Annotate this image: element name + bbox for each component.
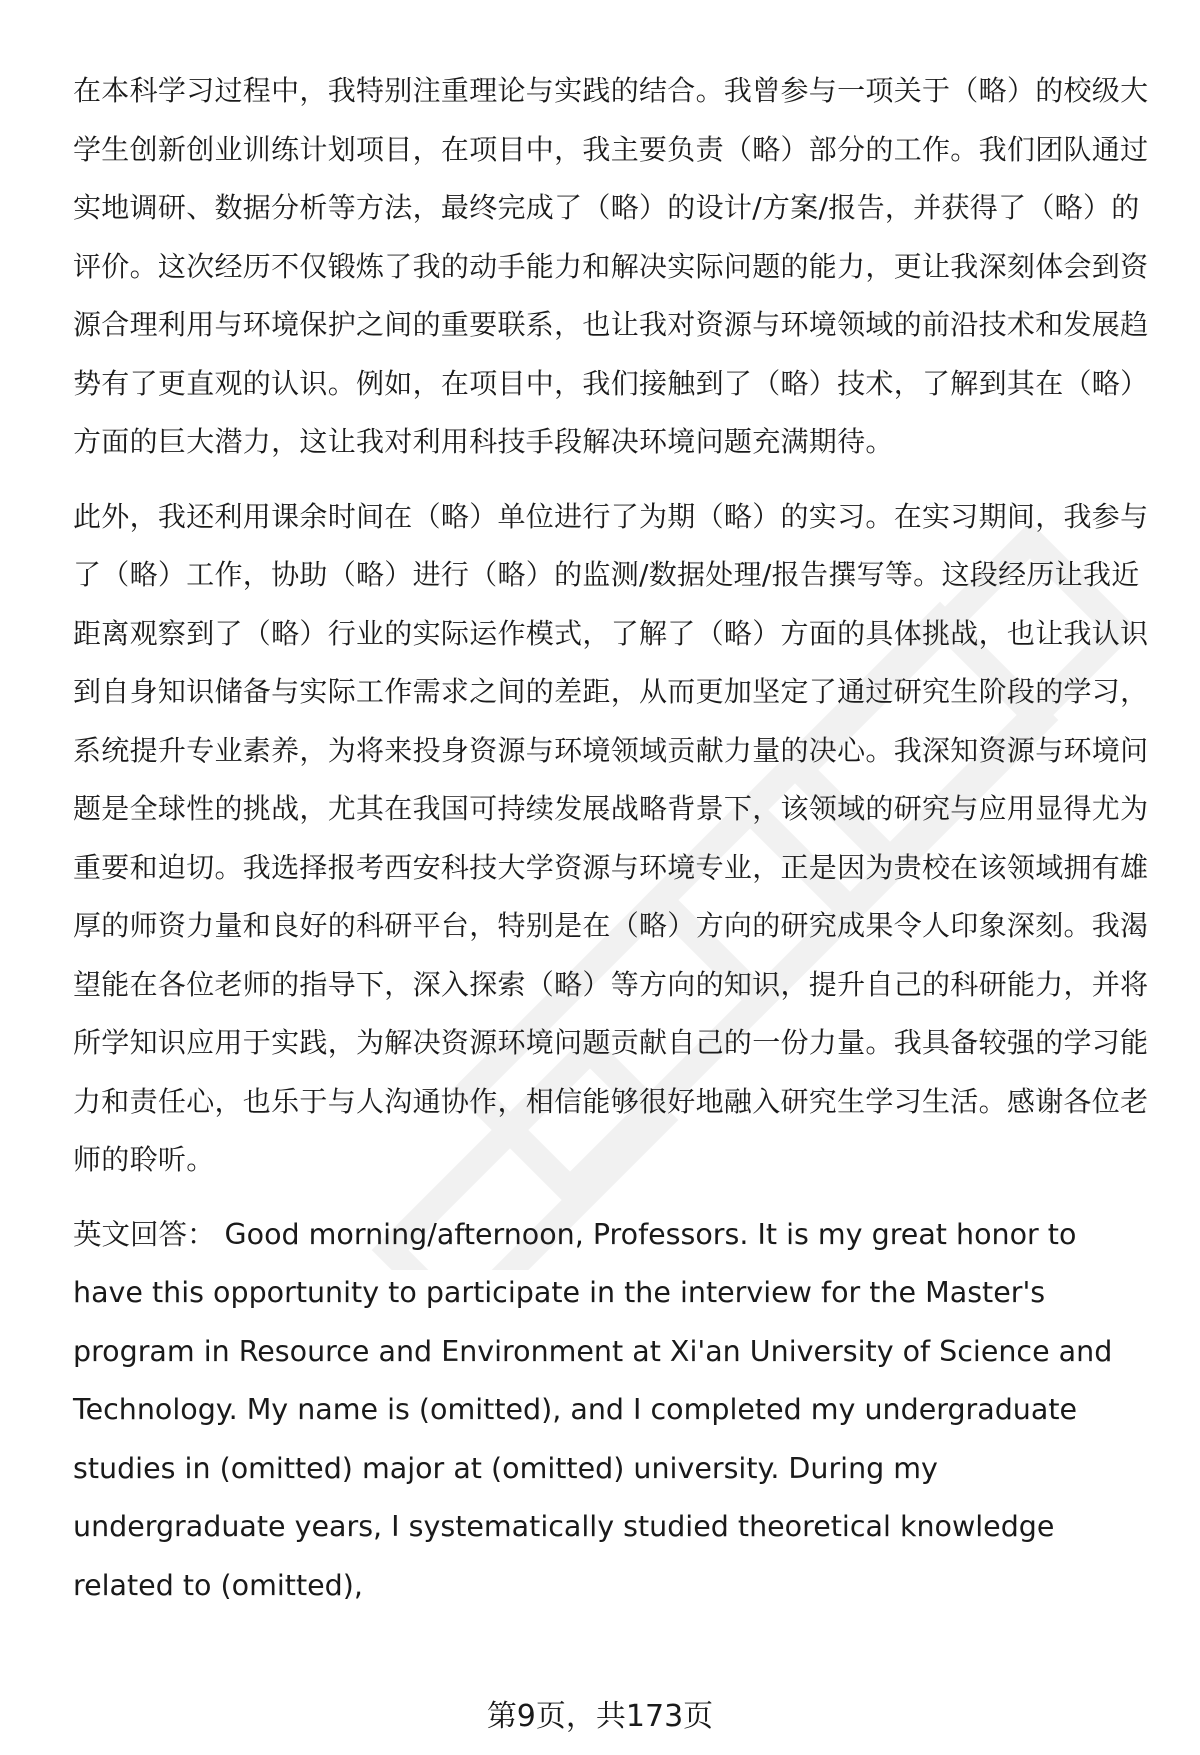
paragraph-practice: 在本科学习过程中，我特别注重理论与实践的结合。我曾参与一项关于（略）的校级大学生创新创业训练计划项目，在项目中，我主要负责（略）部分的工作。我们团队通过实地调研、数据分析等方法，最终完成了（略）的设计/方案/报告，并获得了（略）的评价。这次经历不仅锻炼了我的动手能力和解决实际问题的能力，更让我深刻体会到资源合理利用与环境保护之间的重要联系，也让我对资源与环境领域的前沿技术和发展趋势有了更直观的认识。例如，在项目中，我们接触到了（略）技术，了解到其在（略）方面的巨大潜力，这让我对利用科技手段解决环境问题充满期待。 <box>73 74 1149 458</box>
page-number: 第9页，共173页 <box>486 1699 714 1734</box>
paragraph-internship: 此外，我还利用课余时间在（略）单位进行了为期（略）的实习。在实习期间，我参与了（略）工作，协助（略）进行（略）的监测/数据处理/报告撰写等。这段经历让我近距离观察到了（略）行业的实际运作模式，了解了（略）方面的具体挑战，也让我认识到自身知识储备与实际工作需求之间的差距，从而更加坚定了通过研究生阶段的学习，系统提升专业素养，为将来投身资源与环境领域贡献力量的决心。我深知资源与环境问题是全球性的挑战，尤其在我国可持续发展战略背景下，该领域的研究与应用显得尤为重要和迫切。我选择报考西安科技大学资源与环境专业，正是因为贵校在该领域拥有雄厚的师资力量和良好的科研平台，特别是在（略）方向的研究成果令人印象深刻。我渴望能在各位老师的指导下，深入探索（略）等方向的知识，提升自己的科研能力，并将所学知识应用于实践，为解决资源环境问题贡献自己的一份力量。我具备较强的学习能力和责任心，也乐于与人沟通协作，相信能够很好地融入研究生学习生活。感谢各位老师的聆听。 <box>73 499 1149 1176</box>
document-body <box>73 62 1153 1615</box>
paragraph-english-answer: 英文回答： Good morning/afternoon, Professors. It is my great honor to have this opportunity to participate in the interview for the Master's program in Resource and Environment at Xi'an University of Science and Technology. My name is (omitted), and I completed my undergraduate studies in (omitted) major at (omitted) university. During my undergraduate years, I systematically studied theoretical knowledge related to (omitted), <box>73 1217 1113 1602</box>
